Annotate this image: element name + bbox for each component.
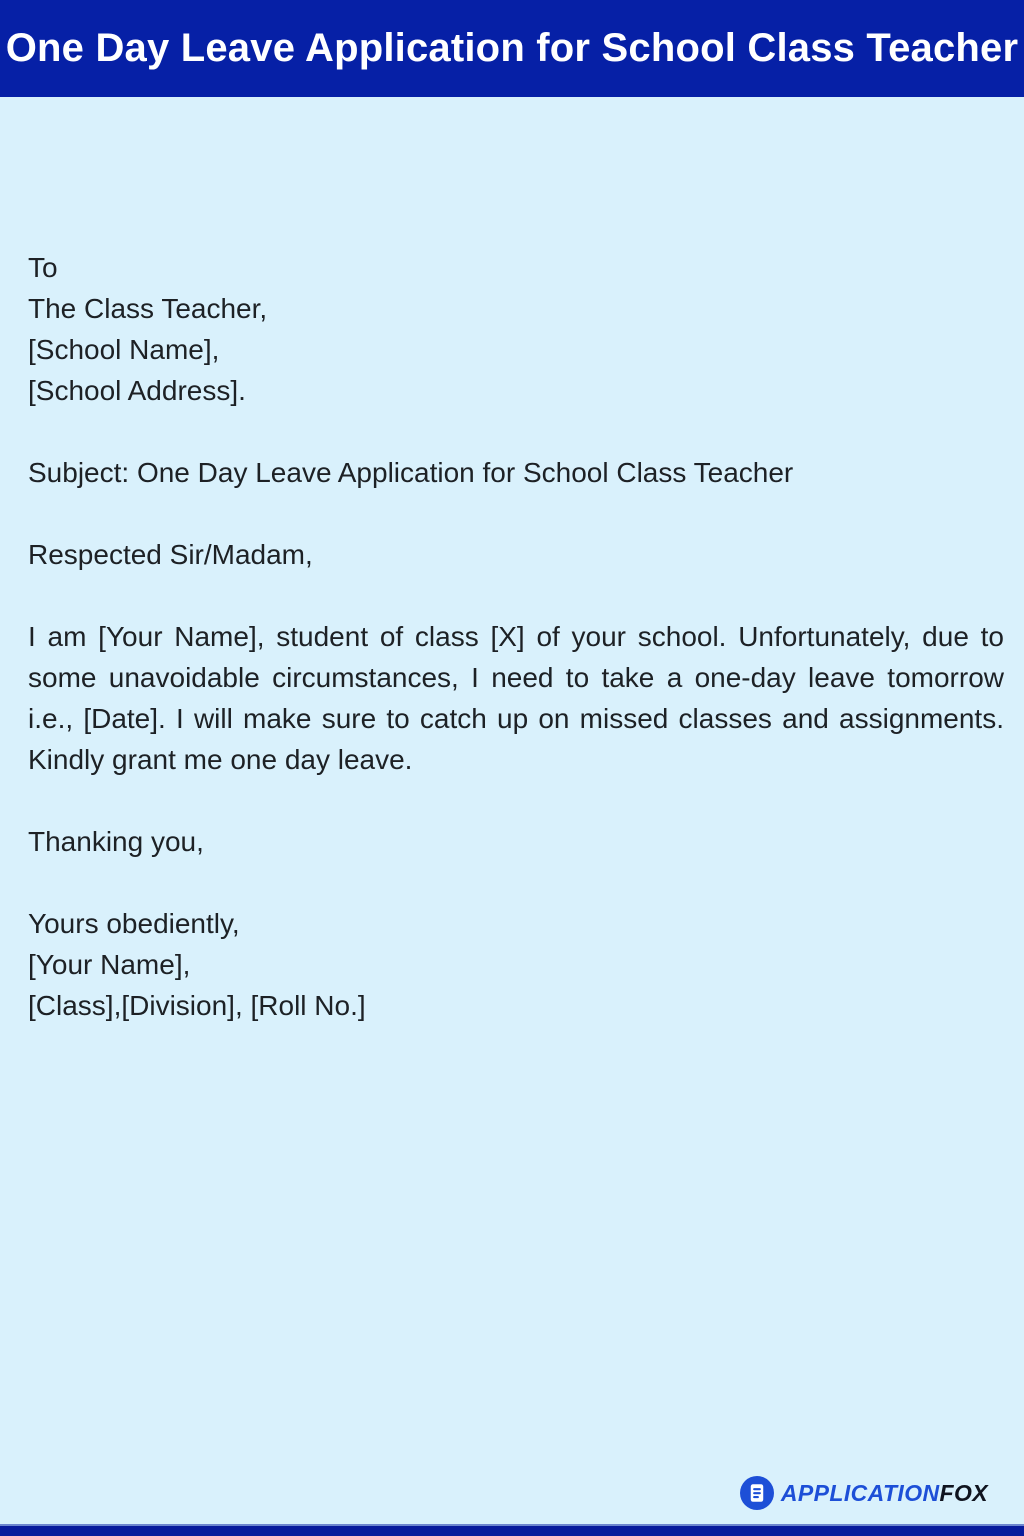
signature-line: [Your Name], (28, 949, 191, 980)
recipient-block (28, 247, 1004, 411)
logo-text-application: APPLICATION (780, 1479, 940, 1506)
signature-line: [Class],[Division], [Roll No.] (28, 990, 366, 1021)
signature-block (28, 903, 1004, 1026)
footer-bar (0, 1524, 1024, 1536)
logo-wordmark (781, 1480, 988, 1507)
letter-body (0, 97, 1024, 1026)
salutation: Respected Sir/Madam, (28, 539, 313, 570)
document-icon (740, 1476, 774, 1510)
body-paragraph: I am [Your Name], student of class [X] of your school. Unfortunately, due to some unavoidable circumstances, I need to take a one-day leave tomorrow i.e., [Date]. I will make sure to catch up on missed classes and assignments. Kindly grant me one day leave. (28, 621, 1004, 775)
signature-line: Yours obediently, (28, 908, 240, 939)
recipient-line: To (28, 252, 58, 283)
recipient-line: [School Address]. (28, 375, 246, 406)
logo-text-fox: FOX (939, 1479, 988, 1506)
closing-line: Thanking you, (28, 826, 204, 857)
page-title: One Day Leave Application for School Class Teacher (5, 26, 1019, 70)
subject-line: Subject: One Day Leave Application for School Class Teacher (28, 457, 794, 488)
recipient-line: [School Name], (28, 334, 220, 365)
recipient-line: The Class Teacher, (28, 293, 268, 324)
applicationfox-logo (740, 1476, 988, 1510)
header-bar (0, 0, 1024, 97)
